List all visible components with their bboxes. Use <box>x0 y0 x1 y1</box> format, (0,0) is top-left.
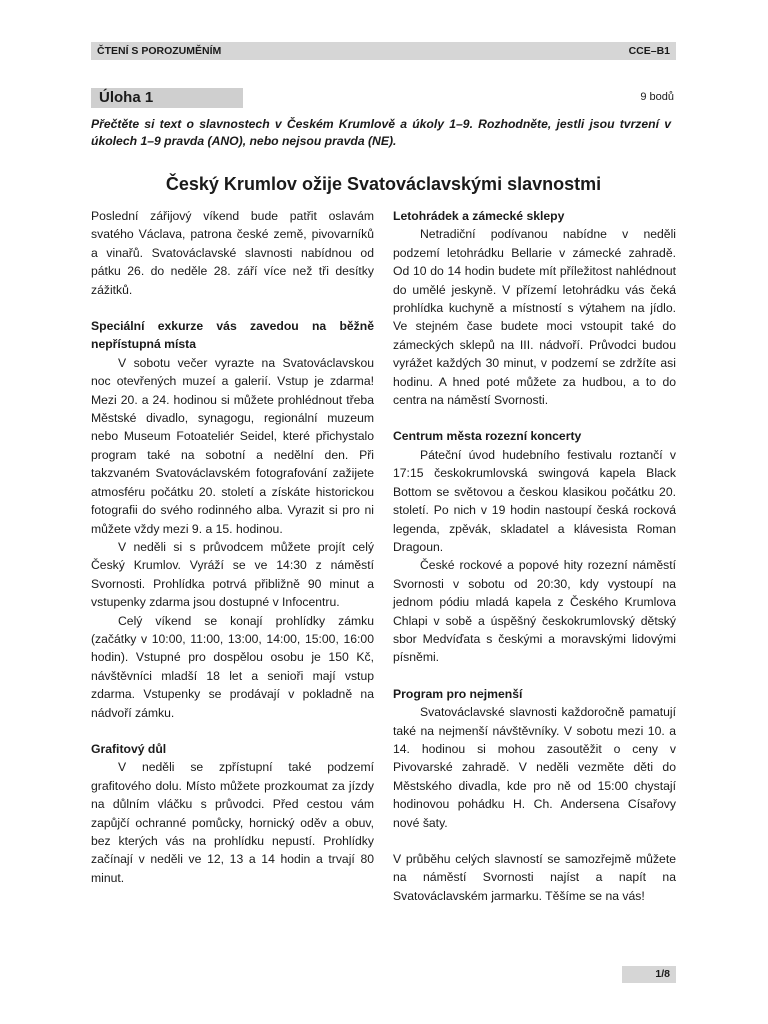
section-heading: Centrum města rozezní koncerty <box>393 429 582 444</box>
section-heading: Speciální exkurze vás zavedou na běžně nepřístupná místa <box>91 319 374 352</box>
paragraph: Celý víkend se konají prohlídky zámku (začátky v 10:00, 11:00, 13:00, 14:00, 15:00, 16:00 hodin). Vstupné pro dospělou osobu je 150 Kč, návštěvníci mladší 18 let a senioři mají vstup zdarma. Vstupenky se prodávají v pokladně na nádvoří zámku. <box>91 613 374 720</box>
task-title: Úloha 1 <box>99 89 154 106</box>
section-heading: Grafitový důl <box>91 741 167 756</box>
exam-code: CCE–B1 <box>628 45 670 57</box>
closing-paragraph: V průběhu celých slavností se samozřejmě můžete na náměstí Svornosti najíst a napít na Svatováclavském jarmarku. Těšíme se na vás! <box>393 852 676 903</box>
paragraph: Páteční úvod hudebního festivalu roztančí v 17:15 českokrumlovská swingová kapela Black Bottom se světovou a českou klasikou počátku 20. století. Po nich v 19 hodin nastoupí česká rocková legenda, zpěvák, skladatel a klávesista Roman Dragoun. <box>393 447 676 554</box>
page-number-text: 1/8 <box>655 968 670 980</box>
task-label <box>91 88 243 108</box>
paragraph: V neděli se zpřístupní také podzemí grafitového dolu. Místo můžete prozkoumat za jízdy na důlním vláčku s průvodci. Před cestou vám zapůjčí ochranné pomůcky, hornický oděv a obuv, bez kterých vás na prohlídku nepustí. Prohlídky začínají v neděli ve 12, 13 a 14 hodin a trvají 80 minut. <box>91 760 374 885</box>
section-heading: Program pro nejmenší <box>393 686 523 701</box>
section-title: ČTENÍ S POROZUMĚNÍM <box>97 45 222 57</box>
paragraph: České rockové a popové hity rozezní náměstí Svornosti v sobotu od 20:30, kdy vystoupí na jednom pódiu mladá kapela z Českého Krumlova Chlapi v sobě a úspěšný českokrumlovský dětský sbor Medvíďata s českými a moravskými lidovými písněmi. <box>393 558 676 665</box>
paragraph: Svatováclavské slavnosti každoročně pamatují také na nejmenší návštěvníky. V sobotu mezi 10. a 14. hodinou si mohou zasoutěžit o ceny v Pivovarské zahradě. V neděli vezměte děti do Městského divadla, kde pro ně od 15:00 chystají hodinovou pohádku H. Ch. Andersena Císařovy nové šaty. <box>393 705 676 830</box>
header-bar <box>91 42 676 60</box>
article-intro: Poslední zářijový víkend bude patřit oslavám svatého Václava, patrona české země, pivovarníků a vinařů. Svatováclavské slavnosti nabídnou od pátku 26. do neděle 28. září více než tři desítky zážitků. <box>91 209 374 297</box>
paragraph: V sobotu večer vyrazte na Svatováclavskou noc otevřených muzeí a galerií. Vstup je zdarma! Mezi 20. a 24. hodinou si můžete prohlédnout třeba Městské divadlo, synagogu, regionální muzeum nebo Museum Fotoateliér Seidel, které přichystalo program také na sobotní a nedělní den. Při takzvaném Svatováclavském fotografování zažijete atmosféru počátku 20. století a získáte historickou fotografii do svého rodinného alba. Vyrazit si pro ni můžete vždy mezi 9. a 15. hodinou. <box>91 355 374 536</box>
task-points: 9 bodů <box>640 91 674 103</box>
task-instructions: Přečtěte si text o slavnostech v Českém Krumlově a úkoly 1–9. Rozhodněte, jestli jsou tvrzení v úkolech 1–9 pravda (ANO), nebo nejsou pravda (NE). <box>91 117 671 148</box>
left-column <box>91 207 374 887</box>
article-title: Český Krumlov ožije Svatováclavskými slavnostmi <box>165 174 602 194</box>
section-heading: Letohrádek a zámecké sklepy <box>393 209 565 223</box>
paragraph: V neděli si s průvodcem můžete projít celý Český Krumlov. Vyráží se ve 14:30 z náměstí Svornosti. Prohlídka potrvá přibližně 90 minut a vstupenky zdarma jsou dostupné v Infocentru. <box>91 539 374 610</box>
page-number <box>622 966 676 983</box>
paragraph: Netradiční podívanou nabídne v neděli podzemí letohrádku Bellarie v zámecké zahradě. Od 10 do 14 hodin budete mít příležitost nahlédnout do umělé jeskyně. V přízemí letohrádku vás čeká prohlídka kuchyně a místností s výtahem na jídlo. Ve stejném čase budete moci vstoupit také do zámeckých sklepů na III. nádvoří. Průvodci budou vyrážet každých 30 minut, v podzemí se zdržíte asi hodinu. A hned poté můžete za hudbou, a to do centra na náměstí Svornosti. <box>393 227 676 408</box>
right-column <box>393 207 676 905</box>
